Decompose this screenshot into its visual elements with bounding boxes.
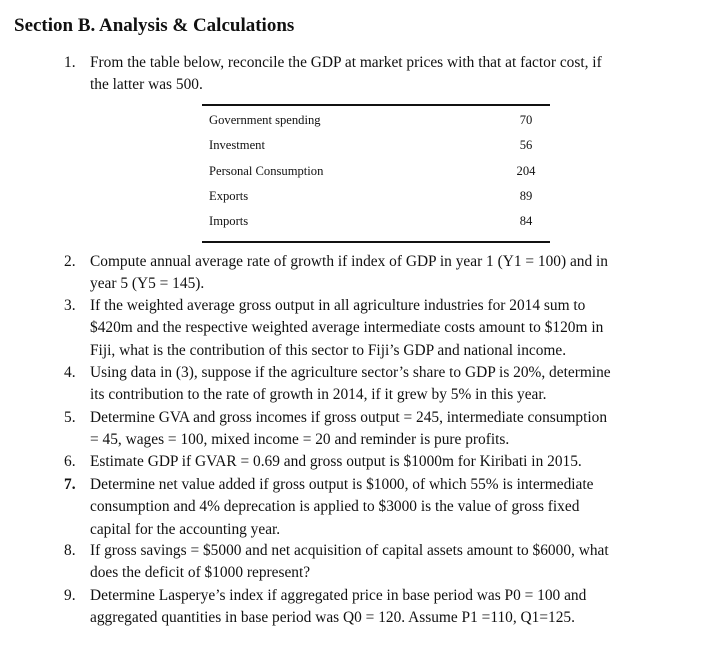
question-text: Determine GVA and gross incomes if gross output = 245, intermediate consumption = 45, wages = 100, mixed income = 20 and reminder is pure profits. [90,409,608,449]
table-row-value: 89 [519,188,533,203]
question-number: 6. [64,453,76,470]
table-row-label: Investment [209,138,265,153]
question-number: 2. [64,253,76,270]
section-heading: Section B. Analysis & Calculations [14,15,295,36]
question-number: 9. [64,587,76,604]
question-text: Determine net value added if gross output is $1000, of which 55% is intermediate consumption and 4% deprecation is applied to $3000 is the value of gross fixed capital for the accounting year. [90,476,594,538]
table-row [202,185,550,210]
data-table [202,104,550,243]
table-row-label: Government spending [209,113,321,127]
question-text: Using data in (3), suppose if the agriculture sector’s share to GDP is 20%, determine its contribution to the rate of growth in 2014, if it grew by 5% in this year. [90,364,611,404]
table-row-label: Imports [209,214,249,229]
table-row-value: 204 [516,163,536,178]
question-number: 1. [64,54,76,71]
question-number: 8. [64,542,76,559]
question-text: If gross savings = $5000 and net acquisition of capital assets amount to $6000, what does the deficit of $1000 represent? [90,542,609,582]
question-number: 4. [64,364,76,381]
question-number: 3. [64,297,76,314]
table-row [202,160,550,185]
table-row-value: 70 [519,113,533,127]
question-text: From the table below, reconcile the GDP at market prices with that at factor cost, if the latter was 500. [90,54,602,94]
question-text: Determine Lasperye’s index if aggregated price in base period was P0 = 100 and aggregated quantities in base period was Q0 = 120. Assume P1 =110, Q1=125. [90,587,587,627]
table-row-label: Exports [209,188,249,203]
question-number: 5. [64,409,76,426]
question-text: Compute annual average rate of growth if index of GDP in year 1 (Y1 = 100) and in year 5 (Y5 = 145). [90,253,608,293]
table-row [202,134,550,159]
table-row [202,210,550,235]
table-row-label: Personal Consumption [209,163,324,178]
table-row-value: 56 [519,138,533,153]
question-text: If the weighted average gross output in all agriculture industries for 2014 sum to $420m and the respective weighted average intermediate costs amount to $120m in Fiji, what is the contribution of this sector to Fiji’s GDP and national income. [90,297,604,359]
table-row [202,109,550,134]
table-row-value: 84 [519,214,533,229]
question-text: Estimate GDP if GVAR = 0.69 and gross output is $1000m for Kiribati in 2015. [90,453,582,470]
question-number: 7. [64,476,76,493]
